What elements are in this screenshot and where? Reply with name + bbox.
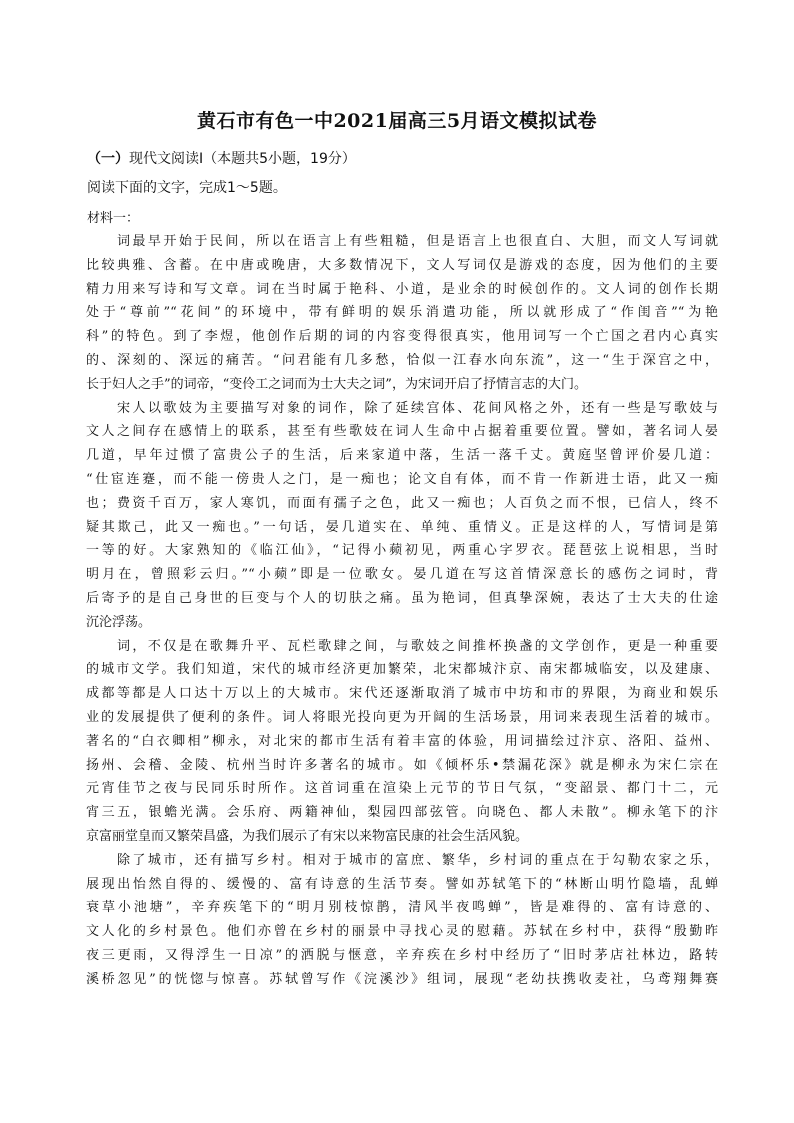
passage-line: 词，不仅是在歌舞升平、瓦栏歌肆之间，与歌妓之间推杯换盏的文学创作，更是一种重要 (86, 638, 718, 654)
passage-line: 比较典雅、含蓄。在中唐或晚唐，大多数情况下，文人写词仅是游戏的态度，因为他们的主要 (86, 257, 718, 273)
passage-line: 京富丽堂皇而又繁荣昌盛，为我们展示了有宋以来物富民康的社会生活风貌。 (86, 828, 529, 844)
passage-paragraph (86, 849, 718, 992)
passage-line: 文人化的乡村景色。他们亦曾在乡村的丽景中寻找心灵的慰藉。苏轼在乡村中，获得“殷勤昨 (86, 924, 718, 940)
passage-line: 夜三更雨，又得浮生一日凉”的洒脱与惬意，辛弃疾在乡村中经历了“旧时茅店社林边，路转 (86, 947, 718, 963)
passage-line: 展现出怡然自得的、缓慢的、富有诗意的生活节奏。譬如苏轼笔下的“林断山明竹隐墙，乱蝉 (86, 876, 718, 892)
passage-line: 精力用来写诗和写文章。词在当时属于艳科、小道，是业余的时候创作的。文人词的创作长期 (86, 281, 718, 297)
section-heading (87, 148, 356, 168)
passage-paragraph (86, 635, 718, 849)
passage-line: 衰草小池塘”，辛弃疾笔下的“明月别枝惊鹊，清风半夜鸣蝉”，皆是难得的、富有诗意的、 (86, 900, 718, 916)
passage-line: 扬州、会稽、金陵、杭州当时许多著名的城市。如《倾杯乐•禁漏花深》就是柳永为宋仁宗在 (86, 757, 718, 773)
exam-title: 黄石市有色一中2021届高三5月语文模拟试卷 (196, 110, 598, 132)
passage-line: 除了城市，还有描写乡村。相对于城市的富庶、繁华，乡村词的重点在于勾勒农家之乐， (86, 852, 718, 868)
passage-line: 疑其欺己，此又一痴也。”一句话，晏几道实在、单纯、重情义。正是这样的人，写情词是第 (86, 519, 718, 535)
passage-line: 的城市文学。我们知道，宋代的城市经济更加繁荣，北宋都城汴京、南宋都城临安，以及建康、 (86, 662, 718, 678)
section-meta: （本题共5小题，19分） (203, 151, 356, 167)
passage-line: 业的发展提供了便利的条件。词人将眼光投向更为开阔的生活场景，用词来表现生活着的城市。 (86, 709, 718, 725)
passage-line: 明月在，曾照彩云归。”“小𬞟”即是一位歌女。晏几道在写这首情深意长的感伤之词时，背 (86, 567, 718, 583)
passage-paragraph (86, 230, 718, 397)
passage-line: 文人之间存在感情上的联系，甚至有些歌妓在词人生命中占据着重要位置。譬如，著名词人晏 (86, 424, 718, 440)
passage-line: 的、深刻的、深远的痛苦。“问君能有几多愁，恰似一江春水向东流”，这一“生于深宫之中， (86, 352, 718, 368)
section-name: 现代文阅读Ⅰ (129, 151, 204, 167)
passage-line: 宋人以歌妓为主要描写对象的词作，除了延续宫体、花间风格之外，还有一些是写歌妓与 (86, 400, 718, 416)
passage-line: 长于妇人之手”的词帝，“变伶工之词而为士大夫之词”，为宋词开启了抒情言志的大门。 (86, 376, 587, 392)
passage-line: 几道，早年过惯了富贵公子的生活，后来家道中落，生活一落千丈。黄庭坚曾评价晏几道： (86, 448, 718, 464)
passage-line: 处于“尊前”“花间”的环境中，带有鲜明的娱乐消遣功能，所以就形成了“作闺音”“为艳 (86, 305, 718, 321)
passage-line: 著名的“白衣卿相”柳永，对北宋的都市生活有着丰富的体验，用词描绘过汴京、洛阳、益州、 (86, 733, 718, 749)
section-label: （一） (87, 151, 129, 167)
material-label: 材料一： (87, 211, 140, 226)
passage-line: 沉沦浮荡。 (86, 614, 152, 630)
passage-line: 科”的特色。到了李煜，他创作后期的词的内容变得很真实，他用词写一个亡国之君内心真实 (86, 329, 718, 345)
passage-paragraph (86, 397, 718, 635)
passage-line: 词最早开始于民间，所以在语言上有些粗糙，但是语言上也很直白、大胆，而文人写词就 (86, 234, 718, 249)
passage-body (86, 230, 718, 992)
passage-line: “仕宦连蹇，而不能一傍贵人之门，是一痴也；论文自有体，而不肯一作新进士语，此又一痴 (86, 471, 718, 487)
passage-line: 溪桥忽见”的恍惚与惊喜。苏轼曾写作《浣溪沙》组词，展现“老幼扶携收麦社，乌鸢翔舞赛 (86, 971, 718, 987)
passage-line: 后寄予的是自己身世的巨变与个人的切肤之痛。虽为艳词，但真挚深婉，表达了士大夫的仕途 (86, 590, 718, 606)
passage-line: 一等的好。大家熟知的《临江仙》，“记得小𬞟初见，两重心字罗衣。琵琶弦上说相思，当时 (86, 543, 718, 559)
passage-line: 宵三五，银蟾光满。会乐府、两籍神仙，梨园四部弦管。向晓色、都人未散”。柳永笔下的汴 (86, 805, 718, 821)
passage-line: 元宵佳节之夜与民同乐时所作。这首词重在渲染上元节的节日气氛，“变韶景、都门十二，元 (86, 781, 718, 797)
passage-line: 成都等都是人口达十万以上的大城市。宋代还逐渐取消了城市中坊和市的界限，为商业和娱乐 (86, 686, 718, 702)
reading-instruction: 阅读下面的文字，完成1～5题。 (87, 180, 287, 196)
passage-line: 也；费资千百万，家人寒饥，而面有孺子之色，此又一痴也；人百负之而不恨，已信人，终不 (86, 495, 718, 511)
